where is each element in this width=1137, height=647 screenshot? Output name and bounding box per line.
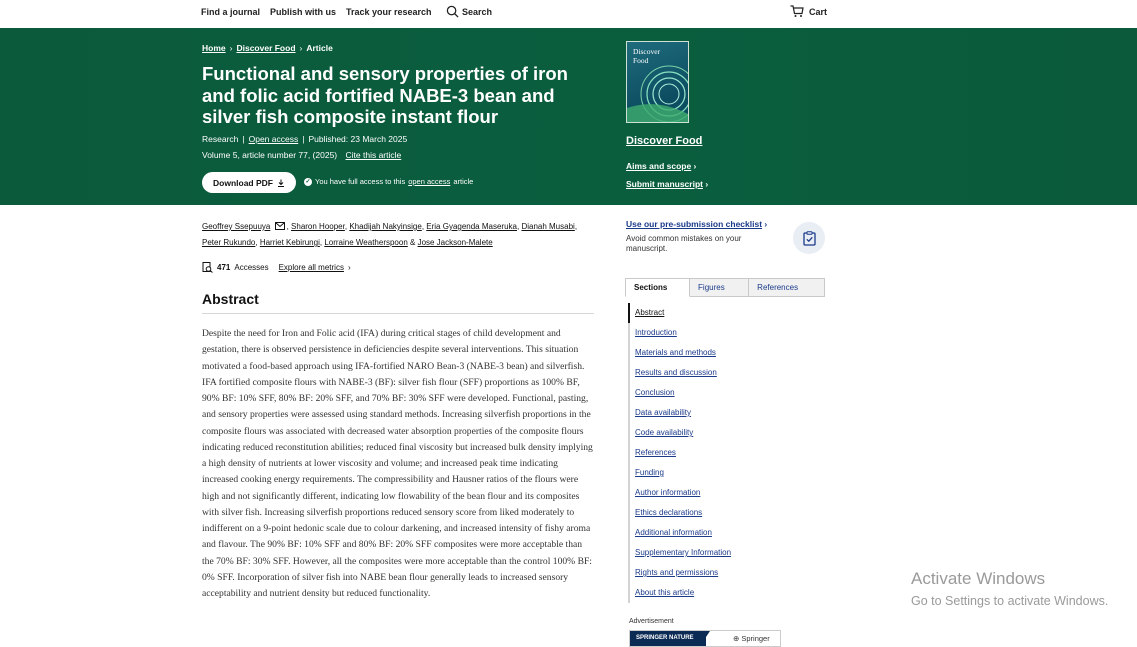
presubmission-box (626, 219, 796, 254)
accesses-icon (202, 262, 213, 273)
author-link[interactable]: Lorraine Weatherspoon (324, 238, 408, 247)
toc-item-author-info[interactable]: Author information (635, 488, 701, 497)
author-link[interactable]: Khadijah Nakyinsige (349, 222, 422, 231)
springer-logo: ⊕ Springer (733, 634, 770, 643)
accesses-count: 471 (217, 263, 231, 272)
tab-references[interactable]: References (749, 278, 825, 297)
article-meta: Research | Open access | Published: 23 March 2025 (202, 134, 408, 144)
article-title: Functional and sensory properties of iron and folic acid fortified NABE-3 bean and silver fish composite instant flour (202, 63, 568, 127)
toc-item-rights[interactable]: Rights and permissions (635, 568, 719, 577)
submit-manuscript-link[interactable]: Submit manuscript › (626, 179, 709, 189)
breadcrumb-current: Article (306, 43, 333, 53)
article-type: Research (202, 134, 239, 144)
presubmission-desc: Avoid common mistakes on your manuscript. (626, 234, 742, 253)
toc-item-references[interactable]: References (635, 448, 676, 457)
checklist-icon (793, 222, 825, 254)
find-journal-link[interactable]: Find a journal (201, 7, 261, 17)
breadcrumb: Home › Discover Food › Article (202, 43, 333, 53)
breadcrumb-home[interactable]: Home (202, 43, 226, 53)
published-date: Published: 23 March 2025 (308, 134, 408, 144)
cart-icon[interactable] (790, 5, 804, 18)
toc-item-data-availability[interactable]: Data availability (635, 408, 692, 417)
author-link[interactable]: Geoffrey Ssepuuya (202, 222, 271, 231)
toc-item-additional-info[interactable]: Additional information (635, 528, 712, 537)
author-link[interactable]: Peter Rukundo (202, 238, 256, 247)
top-navigation (0, 0, 1137, 29)
article-volume-line (202, 150, 401, 160)
publish-link[interactable]: Publish with us (270, 7, 337, 17)
metrics-bar: 471 Accesses Explore all metrics › (202, 262, 351, 273)
toc-item-about[interactable]: About this article (635, 588, 695, 597)
download-pdf-label: Download PDF (213, 177, 273, 188)
activation-watermark-title: Activate Windows (911, 569, 1046, 588)
toc-item-ethics[interactable]: Ethics declarations (635, 508, 703, 517)
open-access-link[interactable]: Open access (248, 134, 299, 144)
activation-watermark-text: Go to Settings to activate Windows. (911, 594, 1109, 608)
author-link[interactable]: Harriet Kebirungi (259, 238, 320, 247)
journal-name-link[interactable]: Discover Food (626, 135, 703, 147)
check-icon: ✓ (305, 178, 311, 185)
search-icon[interactable] (446, 5, 459, 18)
journal-cover[interactable] (626, 41, 689, 123)
search-link[interactable]: Search (462, 7, 493, 17)
toc-item-funding[interactable]: Funding (635, 468, 664, 477)
cart-link[interactable]: Cart (809, 7, 828, 17)
tab-sections[interactable]: Sections (625, 278, 690, 297)
springer-nature-logo: SPRINGER NATURE (630, 631, 706, 646)
author-link[interactable]: Dianah Musabi (521, 222, 575, 231)
cite-article-link[interactable]: Cite this article (345, 150, 402, 160)
toc-item-conclusion[interactable]: Conclusion (635, 388, 675, 397)
toc-item-methods[interactable]: Materials and methods (635, 348, 716, 357)
abstract-text: Despite the need for Iron and Folic acid (IFA) during critical stages of child development and gestation, there is observed persistence in deficiencies despite several interventions. This situation motivated a food-based approach using IFA-fortified NARO Bean-3 (NABE-3 bean) and silverfish. IFA fortified composite flours with NABE-3 (BF): silver fish flour (SFF) proportions as 100% BF, 90% BF: 10% SFF, 80% BF: 20% SFF, and 70% BF: 30% SFF were developed. Functional, pasting, and sensory properties were assessed using standard methods. Increasing silverfish proportions in the composite flours was associated with decreased water absorption properties of the composite flours indicating reduced reconstitution abilities; reduced final viscosity but increased bulk density implying a high density of nutrients at lower viscosity and volume; and increased peak time indicating increased cooking energy requirements. The compressibility and Hausner ratios of the flours were high and not significantly different, indicating low flowability of the bean flour and its composites with silver fish. Increasing silverfish proportions reduced sensory score from liked moderately to indifferent on a 9-point hedonic scale due to colour darkening, and increased intensity of fishy aroma and flavour. The 90% BF: 10% SFF and 80% BF: 20% SFF composites were more acceptable than the 70% BF: 30% SFF. However, all the composites were more acceptable than the control 100% BF: 0% SFF. Incorporation of silver fish into NABE bean flour generally leads to increased sensory acceptability and nutrient density but reduced functionality. (202, 328, 593, 599)
toc-item-results[interactable]: Results and discussion (635, 368, 717, 377)
toc-item-supplementary[interactable]: Supplementary Information (635, 548, 732, 557)
article-header (0, 28, 1137, 205)
explore-metrics-link[interactable]: Explore all metrics (278, 263, 344, 272)
advertisement-banner[interactable] (629, 630, 781, 647)
tab-figures[interactable]: Figures (690, 278, 749, 297)
download-icon (277, 179, 285, 187)
track-research-link[interactable]: Track your research (346, 7, 432, 17)
toc-item-introduction[interactable]: Introduction (635, 328, 677, 337)
full-access-note: ✓ You have full access to this open access article (305, 177, 474, 186)
author-link[interactable]: Jose Jackson-Malete (417, 238, 493, 247)
aims-scope-link[interactable]: Aims and scope › (626, 161, 697, 171)
full-access-link[interactable]: open access (408, 177, 451, 186)
author-link[interactable]: Sharon Hooper (291, 222, 345, 231)
download-pdf-button[interactable] (202, 172, 296, 193)
abstract-heading: Abstract (202, 291, 259, 307)
author-link[interactable]: Eria Gyagenda Maseruka (426, 222, 517, 231)
divider (202, 313, 594, 314)
toc-item-code-availability[interactable]: Code availability (635, 428, 694, 437)
cover-title: Discover Food (633, 47, 661, 65)
cover-graphic (627, 42, 688, 122)
volume-info: Volume 5, article number 77, (2025) (202, 150, 338, 160)
advertisement-label: Advertisement (629, 618, 674, 625)
sections-nav (628, 303, 731, 603)
breadcrumb-journal[interactable]: Discover Food (236, 43, 296, 53)
mail-icon[interactable] (275, 222, 285, 230)
presubmission-link[interactable]: Use our pre-submission checklist › (626, 219, 768, 229)
author-list: Geoffrey Ssepuuya , Sharon Hooper, Khadijah Nakyinsige, Eria Gyagenda Maseruka, Dianah Musabi, Peter Rukundo, Harriet Kebirungi, Lorraine Weatherspoon & Jose Jackson-Malete (202, 222, 578, 247)
article-tabs (625, 278, 825, 297)
toc-item-abstract[interactable]: Abstract (628, 303, 731, 323)
accesses-label: Accesses (234, 263, 269, 272)
